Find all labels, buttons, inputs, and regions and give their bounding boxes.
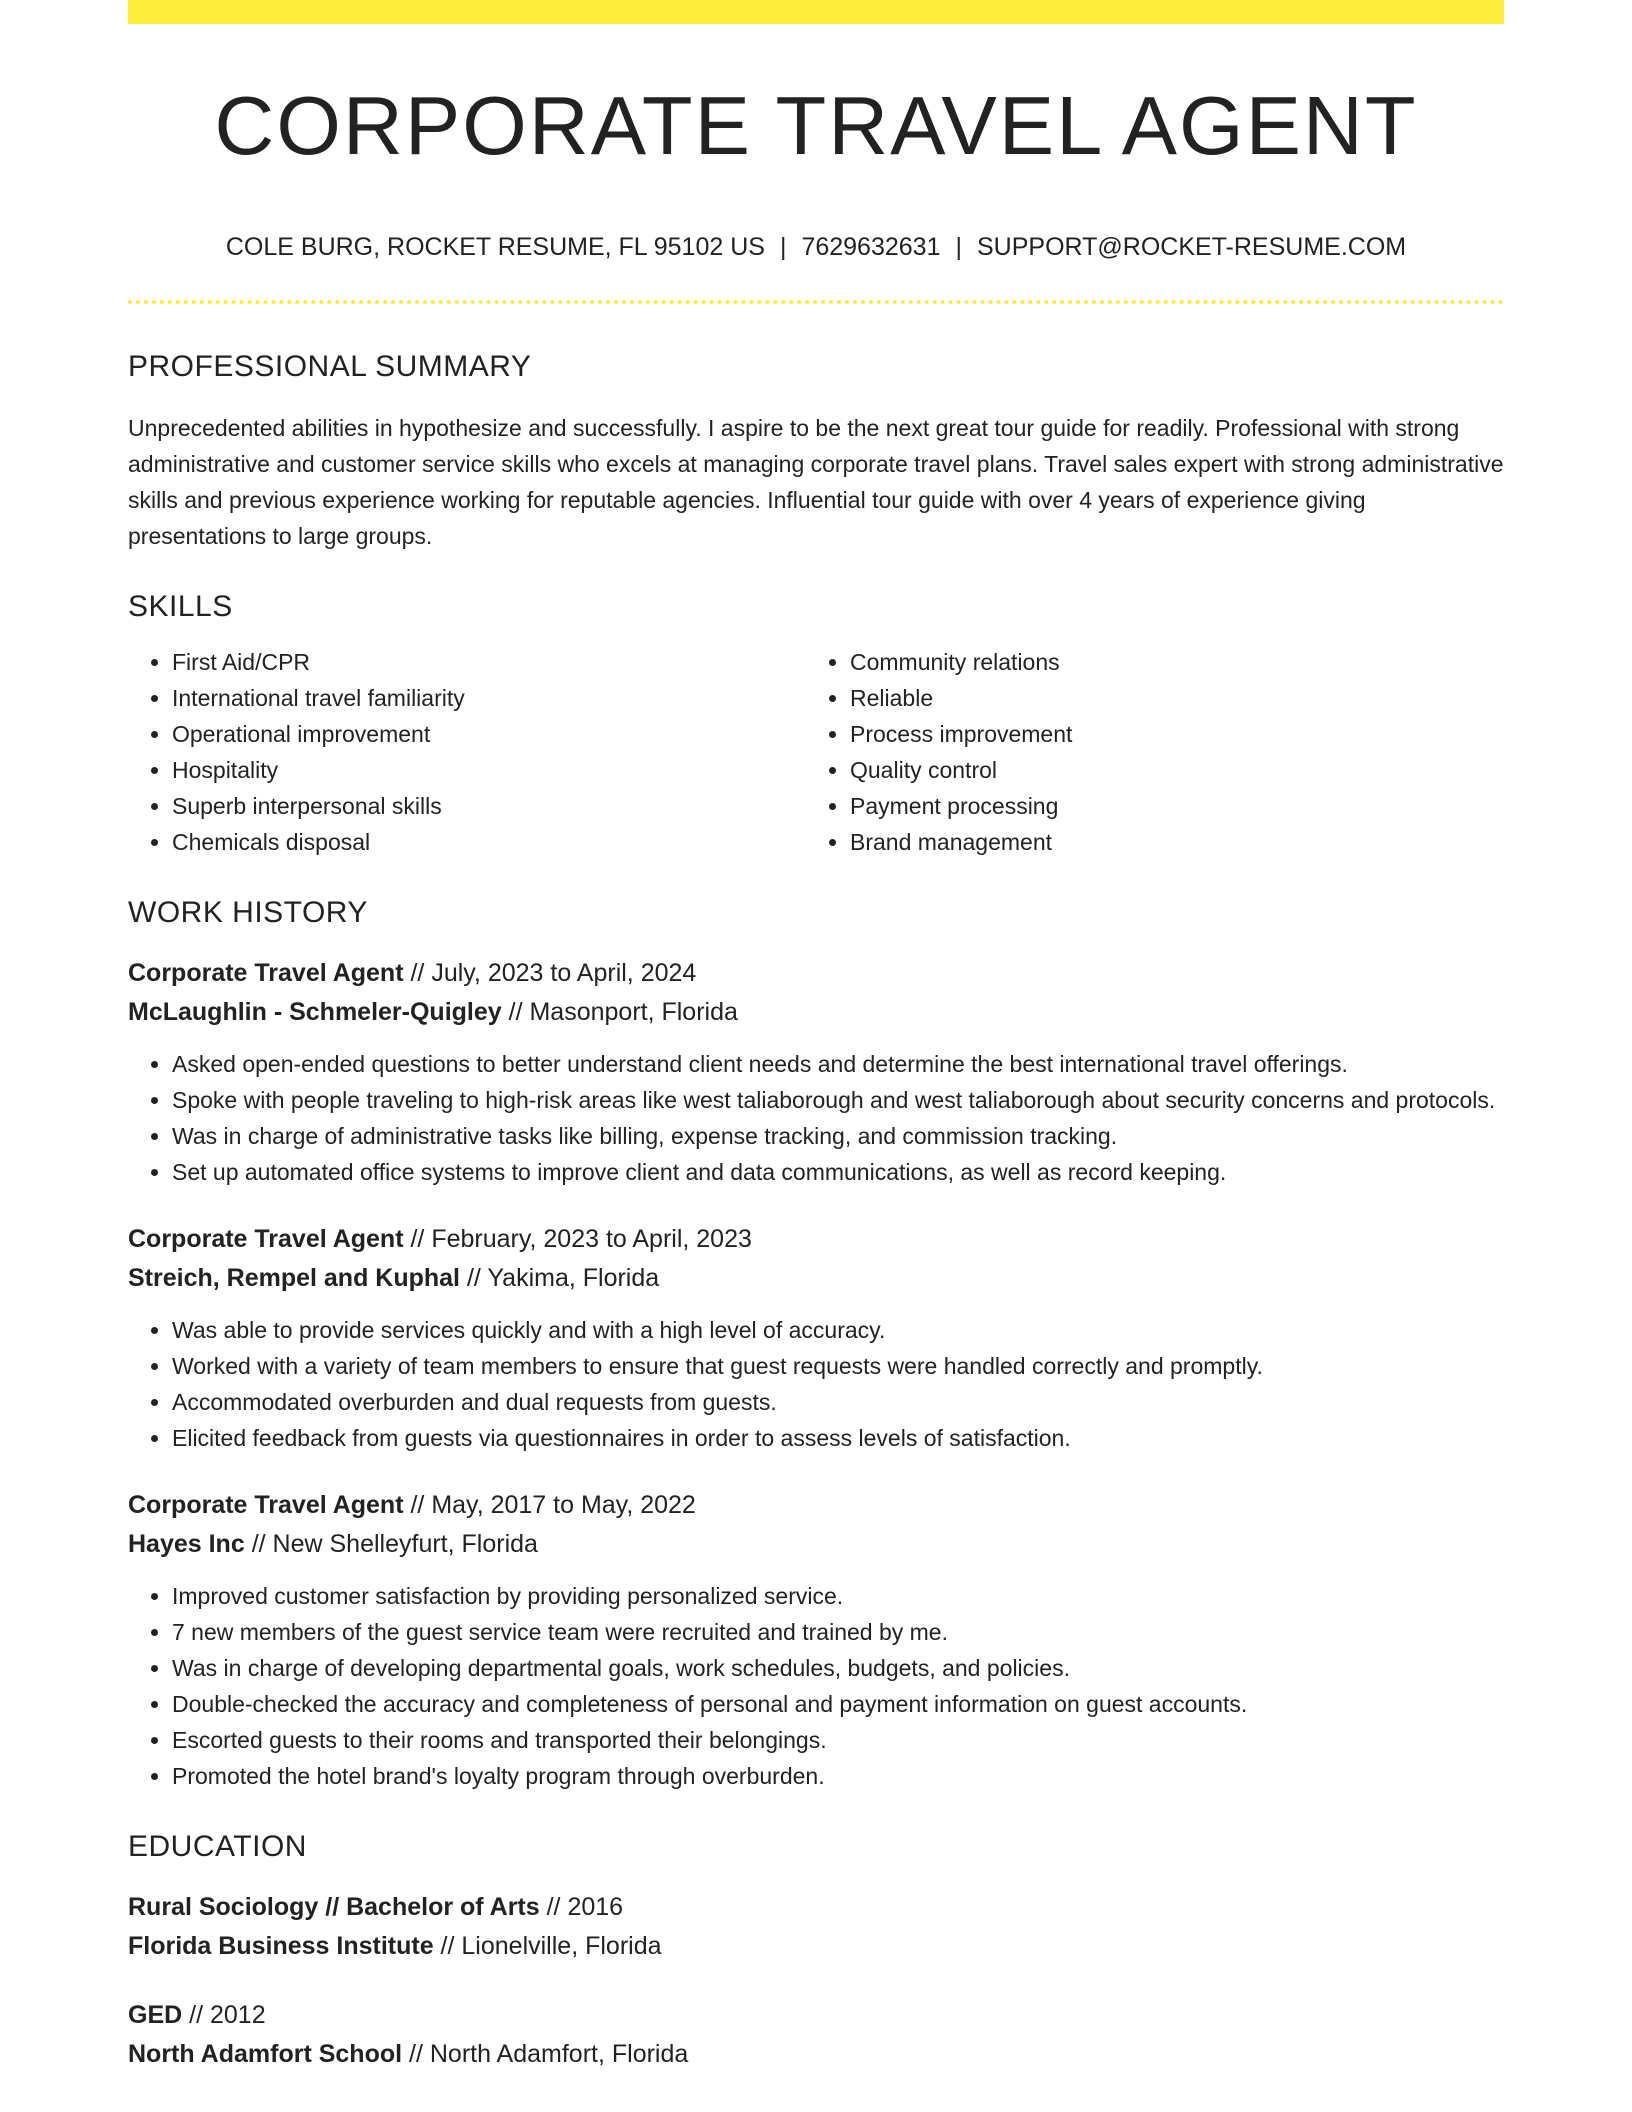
job-entry [128, 954, 1504, 1190]
job-bullet: • Spoke with people traveling to high-risk areas like west taliaborough and west taliaborough about security concerns and protocols. [172, 1082, 1504, 1118]
education-year: 2012 [209, 2001, 266, 2029]
job-bullet: • Double-checked the accuracy and completeness of personal and payment information on guest accounts. [172, 1686, 1504, 1722]
contact-line [128, 235, 1504, 260]
job-company: McLaughlin - Schmeler-Quigley [128, 998, 502, 1026]
dotted-divider [128, 300, 1504, 304]
job-title: Corporate Travel Agent [128, 959, 404, 987]
job-bullets [128, 1578, 1504, 1794]
education-entry [128, 1996, 1504, 2074]
job-dates: May, 2017 to May, 2022 [431, 1491, 696, 1519]
education-school: Florida Business Institute [128, 1932, 434, 1960]
job-bullet: • Elicited feedback from guests via questionnaires in order to assess levels of satisfaction. [172, 1420, 1504, 1456]
education-school-line [128, 2035, 1504, 2074]
skill-item: • Payment processing [850, 788, 1484, 824]
field-separator: // [403, 959, 432, 987]
job-bullet: • Was able to provide services quickly and with a high level of accuracy. [172, 1312, 1504, 1348]
skill-item: • Reliable [850, 680, 1484, 716]
job-company-line [128, 1525, 1504, 1564]
job-title-line [128, 1486, 1504, 1525]
skills-column-right [806, 644, 1484, 860]
job-bullets [128, 1312, 1504, 1456]
field-separator: // [403, 1491, 432, 1519]
education-degree-line [128, 1888, 1504, 1927]
field-separator: // [403, 1225, 432, 1253]
skill-item: • Process improvement [850, 716, 1484, 752]
summary-heading: PROFESSIONAL SUMMARY [128, 350, 532, 383]
skill-item: • First Aid/CPR [172, 644, 806, 680]
job-bullet: • Improved customer satisfaction by providing personalized service. [172, 1578, 1504, 1614]
job-location: New Shelleyfurt, Florida [272, 1530, 538, 1558]
skill-item: • Brand management [850, 824, 1484, 860]
education-degree-line [128, 1996, 1504, 2035]
job-location: Yakima, Florida [487, 1264, 660, 1292]
field-separator: // [501, 998, 530, 1026]
education-heading: EDUCATION [128, 1830, 307, 1863]
job-bullet: • Was in charge of administrative tasks like billing, expense tracking, and commission tracking. [172, 1118, 1504, 1154]
job-title-line [128, 954, 1504, 993]
education-location: North Adamfort, Florida [429, 2040, 689, 2068]
job-company-line [128, 993, 1504, 1032]
job-location: Masonport, Florida [529, 998, 738, 1026]
skills-heading: SKILLS [128, 590, 233, 623]
education-degree: GED [128, 2001, 183, 2029]
contact-phone: 7629632631 [801, 233, 941, 261]
job-company: Streich, Rempel and Kuphal [128, 1264, 461, 1292]
job-bullets [128, 1046, 1504, 1190]
skill-item: • International travel familiarity [172, 680, 806, 716]
field-separator: // [182, 2001, 210, 2029]
job-entry [128, 1486, 1504, 1794]
education-school-line [128, 1927, 1504, 1966]
contact-email: SUPPORT@ROCKET-RESUME.COM [976, 233, 1407, 261]
education-school: North Adamfort School [128, 2040, 403, 2068]
contact-address: COLE BURG, ROCKET RESUME, FL 95102 US [225, 233, 765, 261]
skills-grid [128, 644, 1504, 860]
skill-item: • Community relations [850, 644, 1484, 680]
education-degree: Rural Sociology // Bachelor of Arts [128, 1893, 540, 1921]
skill-item: • Operational improvement [172, 716, 806, 752]
skill-item: • Superb interpersonal skills [172, 788, 806, 824]
job-company: Hayes Inc [128, 1530, 245, 1558]
field-separator: // [244, 1530, 273, 1558]
contact-separator: | [955, 233, 962, 261]
skill-item: • Chemicals disposal [172, 824, 806, 860]
job-dates: February, 2023 to April, 2023 [431, 1225, 752, 1253]
job-bullet: • Promoted the hotel brand's loyalty program through overburden. [172, 1758, 1504, 1794]
job-dates: July, 2023 to April, 2024 [431, 959, 697, 987]
job-title: Corporate Travel Agent [128, 1491, 404, 1519]
contact-separator: | [779, 233, 787, 261]
job-entry [128, 1220, 1504, 1456]
job-bullet: • Accommodated overburden and dual requests from guests. [172, 1384, 1504, 1420]
job-title-line [128, 1220, 1504, 1259]
resume-title: CORPORATE TRAVEL AGENT [214, 79, 1418, 172]
work-history-heading: WORK HISTORY [128, 896, 368, 929]
job-bullet: • Was in charge of developing departmental goals, work schedules, budgets, and policies. [172, 1650, 1504, 1686]
field-separator: // [539, 1893, 568, 1921]
field-separator: // [402, 2040, 430, 2068]
education-year: 2016 [567, 1893, 624, 1921]
job-bullet: • 7 new members of the guest service team were recruited and trained by me. [172, 1614, 1504, 1650]
skill-item: • Hospitality [172, 752, 806, 788]
field-separator: // [433, 1932, 462, 1960]
skills-column-left [128, 644, 806, 860]
job-bullet: • Worked with a variety of team members to ensure that guest requests were handled correctly and promptly. [172, 1348, 1504, 1384]
summary-text: Unprecedented abilities in hypothesize and successfully. I aspire to be the next great tour guide for readily. Professional with strong administrative and customer service skills who excels at managing corporate travel plans. Travel sales expert with strong administrative skills and previous experience working for reputable agencies. Influential tour guide with over 4 years of experience giving presentations to large groups. [128, 415, 1504, 549]
job-title: Corporate Travel Agent [128, 1225, 404, 1253]
job-bullet: • Escorted guests to their rooms and transported their belongings. [172, 1722, 1504, 1758]
resume-page [128, 0, 1504, 2074]
job-company-line [128, 1259, 1504, 1298]
accent-bar [128, 0, 1504, 24]
education-location: Lionelville, Florida [461, 1932, 662, 1960]
job-bullet: • Set up automated office systems to improve client and data communications, as well as record keeping. [172, 1154, 1504, 1190]
job-bullet: • Asked open-ended questions to better understand client needs and determine the best international travel offerings. [172, 1046, 1504, 1082]
field-separator: // [460, 1264, 488, 1292]
education-entry [128, 1888, 1504, 1966]
skill-item: • Quality control [850, 752, 1484, 788]
